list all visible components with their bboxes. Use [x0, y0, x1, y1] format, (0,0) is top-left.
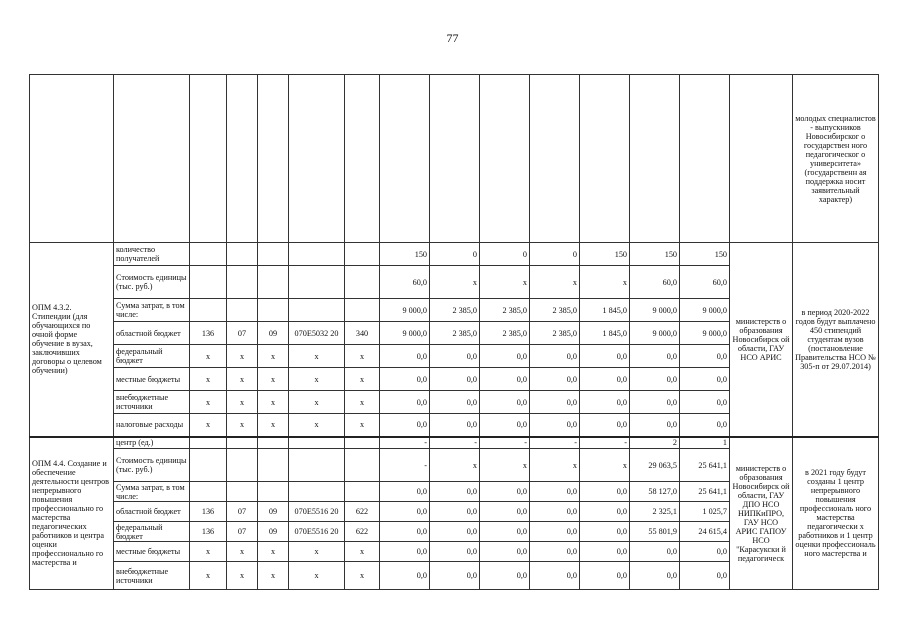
code-cell: х	[190, 345, 227, 368]
row-label: федеральный бюджет	[114, 345, 190, 368]
value-cell: 0,0	[430, 522, 480, 542]
value-cell: 0,0	[480, 482, 530, 502]
code-cell	[289, 449, 345, 482]
table-cell	[480, 75, 530, 243]
measure-title: ОПМ 4.4. Создание и обеспечение деятельности центров непрерывного повышения профессионально го мастерства педагогических работников и центра оценки профессионально го мастерства и	[30, 437, 114, 590]
table-cell	[30, 75, 114, 243]
table-cell	[227, 75, 258, 243]
code-cell	[190, 482, 227, 502]
code-cell: х	[345, 345, 380, 368]
value-cell: 0,0	[430, 482, 480, 502]
value-cell: 9 000,0	[680, 299, 730, 322]
value-cell: 0,0	[630, 542, 680, 562]
value-cell: -	[430, 437, 480, 449]
code-cell	[258, 243, 289, 266]
value-cell: 2 385,0	[480, 322, 530, 345]
row-label: налоговые расходы	[114, 414, 190, 437]
value-cell: 0,0	[380, 562, 430, 590]
table-row-top-block	[30, 75, 879, 243]
code-cell: 070Е5516 20	[289, 502, 345, 522]
row-label: местные бюджеты	[114, 542, 190, 562]
value-cell: х	[580, 449, 630, 482]
table-cell	[680, 75, 730, 243]
code-cell	[258, 482, 289, 502]
value-cell: 0,0	[530, 522, 580, 542]
code-cell: 07	[227, 322, 258, 345]
row-label: Сумма затрат, в том числе:	[114, 482, 190, 502]
code-cell	[289, 243, 345, 266]
code-cell: 622	[345, 522, 380, 542]
code-cell: 09	[258, 502, 289, 522]
value-cell: 0,0	[430, 562, 480, 590]
value-cell: 0,0	[380, 368, 430, 391]
value-cell: 0,0	[580, 482, 630, 502]
code-cell: х	[190, 562, 227, 590]
code-cell: х	[289, 368, 345, 391]
row-label: количество получателей	[114, 243, 190, 266]
value-cell: 0,0	[530, 482, 580, 502]
value-cell: 0,0	[380, 482, 430, 502]
value-cell: 9 000,0	[630, 299, 680, 322]
value-cell: -	[380, 437, 430, 449]
value-cell: 0,0	[380, 502, 430, 522]
result-note-top: молодых специалистов - выпускников Новосибирског о государствен ного педагогическог о университета» (государственн ая поддержка носит заявительный характер)	[793, 75, 879, 243]
value-cell: 0,0	[580, 522, 630, 542]
row-label: Стоимость единицы (тыс. руб.)	[114, 266, 190, 299]
page-number: 77	[446, 31, 459, 45]
code-cell: 070Е5516 20	[289, 522, 345, 542]
value-cell: х	[580, 266, 630, 299]
code-cell: х	[190, 368, 227, 391]
row-label: областной бюджет	[114, 322, 190, 345]
value-cell: х	[530, 449, 580, 482]
code-cell: х	[258, 414, 289, 437]
code-cell	[289, 299, 345, 322]
value-cell: 9 000,0	[680, 322, 730, 345]
value-cell: 0,0	[380, 522, 430, 542]
code-cell: х	[258, 562, 289, 590]
value-cell: 9 000,0	[630, 322, 680, 345]
value-cell: -	[380, 449, 430, 482]
code-cell: 136	[190, 322, 227, 345]
code-cell: х	[258, 542, 289, 562]
responsible-org: министерств о образования Новосибирск ой области, ГАУ НСО АРИС	[730, 243, 793, 437]
code-cell	[227, 243, 258, 266]
value-cell: 0,0	[580, 345, 630, 368]
value-cell: 24 615,4	[680, 522, 730, 542]
code-cell	[258, 449, 289, 482]
value-cell: 2	[630, 437, 680, 449]
value-cell: 0,0	[480, 562, 530, 590]
value-cell: 55 801,9	[630, 522, 680, 542]
value-cell: 1 845,0	[580, 322, 630, 345]
value-cell: 0,0	[580, 391, 630, 414]
value-cell: 0,0	[580, 542, 630, 562]
value-cell: 0,0	[580, 502, 630, 522]
code-cell: х	[289, 345, 345, 368]
value-cell: 0,0	[680, 345, 730, 368]
code-cell: х	[190, 542, 227, 562]
code-cell: х	[227, 391, 258, 414]
table-cell	[345, 75, 380, 243]
code-cell: х	[345, 391, 380, 414]
value-cell: 150	[380, 243, 430, 266]
value-cell: 29 063,5	[630, 449, 680, 482]
value-cell: 0,0	[430, 542, 480, 562]
value-cell: 60,0	[380, 266, 430, 299]
row-label: внебюджетные источники	[114, 562, 190, 590]
value-cell: 0,0	[580, 414, 630, 437]
value-cell: 0,0	[680, 414, 730, 437]
code-cell	[345, 243, 380, 266]
value-cell: 1	[680, 437, 730, 449]
value-cell: 58 127,0	[630, 482, 680, 502]
code-cell: х	[345, 562, 380, 590]
measure-title: ОПМ 4.3.2. Стипендии (для обучающихся по очной форме обучение в вузах, заключивших договоры о целевом обучении)	[30, 243, 114, 437]
value-cell: -	[580, 437, 630, 449]
code-cell: 622	[345, 502, 380, 522]
value-cell: 150	[680, 243, 730, 266]
row-label: центр (ед.)	[114, 437, 190, 449]
code-cell: х	[345, 542, 380, 562]
code-cell: 136	[190, 522, 227, 542]
table-cell	[430, 75, 480, 243]
code-cell: х	[227, 542, 258, 562]
code-cell: 340	[345, 322, 380, 345]
value-cell: 0	[430, 243, 480, 266]
value-cell: 9 000,0	[380, 322, 430, 345]
value-cell: 0,0	[480, 542, 530, 562]
code-cell: х	[345, 414, 380, 437]
value-cell: 0,0	[530, 542, 580, 562]
value-cell: 0,0	[480, 522, 530, 542]
value-cell: 0,0	[680, 391, 730, 414]
code-cell: х	[258, 391, 289, 414]
table-row	[30, 243, 879, 266]
value-cell: 0,0	[530, 414, 580, 437]
code-cell: х	[289, 542, 345, 562]
code-cell	[190, 243, 227, 266]
value-cell: 2 385,0	[530, 299, 580, 322]
value-cell: 0,0	[680, 562, 730, 590]
code-cell: х	[227, 368, 258, 391]
code-cell	[289, 437, 345, 449]
value-cell: 2 385,0	[430, 322, 480, 345]
code-cell: х	[190, 414, 227, 437]
value-cell: 0,0	[680, 368, 730, 391]
value-cell: 1 845,0	[580, 299, 630, 322]
code-cell	[227, 449, 258, 482]
value-cell: х	[480, 449, 530, 482]
code-cell: х	[258, 345, 289, 368]
code-cell: х	[227, 562, 258, 590]
value-cell: 0,0	[480, 391, 530, 414]
code-cell: х	[258, 368, 289, 391]
table-cell	[380, 75, 430, 243]
table-cell	[580, 75, 630, 243]
code-cell: 070Е5032 20	[289, 322, 345, 345]
table-row	[30, 437, 879, 449]
value-cell: -	[480, 437, 530, 449]
value-cell: 0,0	[430, 368, 480, 391]
value-cell: 0,0	[630, 562, 680, 590]
code-cell: 07	[227, 522, 258, 542]
code-cell: х	[227, 345, 258, 368]
value-cell: 0,0	[380, 542, 430, 562]
code-cell: 09	[258, 322, 289, 345]
value-cell: 0,0	[480, 368, 530, 391]
code-cell	[289, 482, 345, 502]
value-cell: 150	[630, 243, 680, 266]
expected-result: в 2021 году будут созданы 1 центр непрерывного повышения профессиональ ного мастерства педагогически х работников и 1 центр оценки профессиональ ного мастерства и	[793, 437, 879, 590]
code-cell: х	[345, 368, 380, 391]
value-cell: 0,0	[380, 414, 430, 437]
table-cell	[114, 75, 190, 243]
value-cell: 0,0	[430, 391, 480, 414]
value-cell: 0,0	[580, 368, 630, 391]
code-cell	[258, 266, 289, 299]
table-cell	[258, 75, 289, 243]
value-cell: 1 025,7	[680, 502, 730, 522]
value-cell: 0,0	[630, 345, 680, 368]
value-cell: -	[530, 437, 580, 449]
value-cell: 0,0	[530, 345, 580, 368]
code-cell	[227, 266, 258, 299]
code-cell	[190, 449, 227, 482]
value-cell: 0,0	[630, 414, 680, 437]
value-cell: 0	[480, 243, 530, 266]
table-cell	[190, 75, 227, 243]
code-cell	[345, 266, 380, 299]
value-cell: 25 641,1	[680, 449, 730, 482]
table-cell	[530, 75, 580, 243]
row-label: Стоимость единицы (тыс. руб.)	[114, 449, 190, 482]
value-cell: х	[530, 266, 580, 299]
value-cell: 2 325,1	[630, 502, 680, 522]
responsible-org: министерств о образования Новосибирск ой области, ГАУ ДПО НСО НИПКиПРО, ГАУ НСО АРИС ГАПОУ НСО "Карасукски й педагогическ	[730, 437, 793, 590]
table-cell	[630, 75, 680, 243]
value-cell: 2 385,0	[480, 299, 530, 322]
code-cell	[227, 299, 258, 322]
budget-table-body	[30, 75, 879, 590]
value-cell: 0,0	[480, 502, 530, 522]
code-cell	[227, 437, 258, 449]
value-cell: 0,0	[530, 368, 580, 391]
row-label: областной бюджет	[114, 502, 190, 522]
expected-result: в период 2020-2022 годов будут выплачено 450 стипендий студентам вузов (постановление Правительства НСО № 305-п от 29.07.2014)	[793, 243, 879, 437]
value-cell: 2 385,0	[430, 299, 480, 322]
value-cell: 0,0	[630, 391, 680, 414]
row-label: внебюджетные источники	[114, 391, 190, 414]
budget-table	[29, 74, 879, 590]
code-cell: 136	[190, 502, 227, 522]
value-cell: 0,0	[580, 562, 630, 590]
table-cell	[730, 75, 793, 243]
code-cell	[258, 437, 289, 449]
value-cell: 60,0	[680, 266, 730, 299]
code-cell: х	[289, 391, 345, 414]
code-cell	[190, 266, 227, 299]
value-cell: 25 641,1	[680, 482, 730, 502]
value-cell: 9 000,0	[380, 299, 430, 322]
value-cell: 60,0	[630, 266, 680, 299]
code-cell	[345, 437, 380, 449]
value-cell: 0,0	[480, 414, 530, 437]
table-cell	[289, 75, 345, 243]
value-cell: х	[430, 266, 480, 299]
value-cell: 0,0	[680, 542, 730, 562]
code-cell	[227, 482, 258, 502]
value-cell: 0,0	[480, 345, 530, 368]
value-cell: 0,0	[530, 562, 580, 590]
value-cell: 0,0	[430, 414, 480, 437]
code-cell	[190, 299, 227, 322]
code-cell	[345, 299, 380, 322]
value-cell: 0,0	[380, 345, 430, 368]
code-cell	[345, 482, 380, 502]
code-cell	[345, 449, 380, 482]
code-cell	[289, 266, 345, 299]
code-cell: 09	[258, 522, 289, 542]
code-cell: х	[289, 562, 345, 590]
code-cell	[258, 299, 289, 322]
value-cell: х	[430, 449, 480, 482]
value-cell: 0,0	[530, 502, 580, 522]
value-cell: 0,0	[430, 502, 480, 522]
code-cell: 07	[227, 502, 258, 522]
value-cell: 0,0	[530, 391, 580, 414]
value-cell: 0,0	[380, 391, 430, 414]
value-cell: 2 385,0	[530, 322, 580, 345]
row-label: местные бюджеты	[114, 368, 190, 391]
row-label: федеральный бюджет	[114, 522, 190, 542]
value-cell: х	[480, 266, 530, 299]
value-cell: 0	[530, 243, 580, 266]
code-cell: х	[190, 391, 227, 414]
code-cell: х	[289, 414, 345, 437]
value-cell: 0,0	[630, 368, 680, 391]
code-cell	[190, 437, 227, 449]
code-cell: х	[227, 414, 258, 437]
row-label: Сумма затрат, в том числе:	[114, 299, 190, 322]
value-cell: 150	[580, 243, 630, 266]
value-cell: 0,0	[430, 345, 480, 368]
